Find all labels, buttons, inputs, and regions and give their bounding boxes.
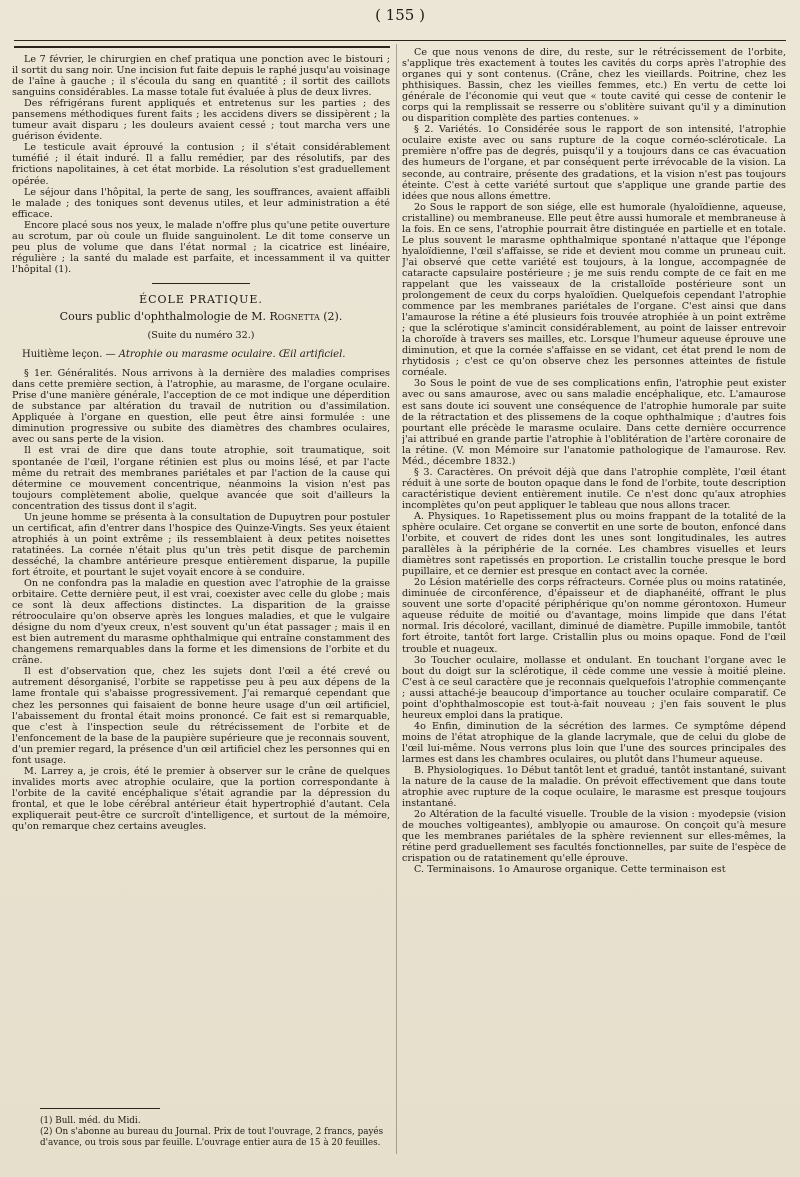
paragraph: Le séjour dans l'hôpital, la perte de sang, les souffrances, avaient affaibli le malade ; des toniques sont devenus utiles, et leur administration a été efficace. bbox=[12, 186, 390, 220]
footnote-rule bbox=[40, 1108, 160, 1109]
left-column bbox=[12, 54, 390, 1149]
lesson-heading bbox=[12, 349, 390, 360]
course-name: Rognetta bbox=[269, 309, 320, 323]
paragraph: A. Physiques. 1o Rapetissement plus ou moins frappant de la totalité de la sphère oculaire. Cet organe se convertit en une sorte de bouton, enfoncé dans l'orbite, et couvert de rides dont les unes sont longitudinales, les autres parallèles à la périphérie de la cornée. Les chambres visuelles et leurs diamètres sont rapetissés en proportion. Le cristallin touche presque le bord pupillaire, et ce dernier est presque en contact avec la cornée. bbox=[402, 510, 786, 578]
paragraph: Il est vrai de dire que dans toute atrophie, soit traumatique, soit spontanée de l'œil, l'organe rétinien est plus ou moins lésé, et par l'acte même du retrait des membranes pariétales et par l'action de la cause qui détermine ce mouvement concentrique, néanmoins la vision n'est pas toujours complètement abolie, quelque avancée que soit d'ailleurs la concentration des tissus dont il s'agit. bbox=[12, 445, 390, 512]
paragraph: M. Larrey a, je crois, été le premier à observer sur le crâne de quelques invalides morts avec atrophie oculaire, que la portion correspondante à l'orbite de la cavité encéphalique s'était agrandie par la dépression du frontal, et que le lobe cérébral antérieur était hypertrophié d'autant. Cela expliquerait peut-être ce surcroît d'intelligence, et surtout de la mémoire, qu'on remarque chez certains aveugles. bbox=[12, 765, 390, 833]
paragraph: § 2. Variétés. 1o Considérée sous le rapport de son intensité, l'atrophie oculaire existe avec ou sans rupture de la coque cornéo-scléroticale. La première n'offre pas de degrés, puisqu'il y a toujours dans ce cas évacuation des humeurs de l'organe, et par conséquent perte irrévocable de la vision. La seconde, au contraire, présente des gradations, et la vision n'est pas toujours éteinte. C'est à cette variété surtout que s'applique une grande partie des idées que nous allons émettre. bbox=[402, 124, 786, 202]
paragraph: 4o Enfin, diminution de la sécrétion des larmes. Ce symptôme dépend moins de l'état atrophique de la glande lacrymale, que de celui du globe de l'œil lui-même. Nous verrons plus loin que l'une des sources principales des larmes est dans les chambres oculaires, ou plutôt dans l'humeur aqueuse. bbox=[402, 720, 786, 765]
paragraph: Il est d'observation que, chez les sujets dont l'œil a été crevé ou autrement désorganisé, l'orbite se rappetisse peu à peu aux dépens de la lame frontale qui s'abaisse progressivement. J'ai remarqué cependant que chez les personnes qui faisaient de bonne heure usage d'un œil artificiel, l'abaissement du frontal était moins prononcé. Ce fait est si remarquable, que c'est à l'inspection seule du rétrécissement de l'orbite et de l'enfoncement de la base de la paupière supérieure que je reconnais souvent, d'un premier regard, la présence d'un œil artificiel chez les personnes qui en font usage. bbox=[12, 666, 390, 766]
paragraph: Le testicule avait éprouvé la contusion ; il s'était considérablement tuméfié ; il était induré. Il a fallu remédier, par des résolutifs, par des frictions napolitaines, à cet état morbide. La résolution s'est graduellement opérée. bbox=[12, 142, 390, 187]
lesson-label: Huitième leçon. — bbox=[22, 349, 116, 361]
paragraph: 3o Toucher oculaire, mollasse et ondulant. En touchant l'organe avec le bout du doigt sur la sclérotique, il cède comme une vessie à moitié pleine. C'est à ce seul caractère que je reconnais quelquefois l'atrophie commençante ; aussi attaché-je beaucoup d'importance au toucher oculaire comparatif. Ce point d'ophthalmoscopie est tout-à-fait nouveau ; j'en fais souvent le plus heureux emploi dans la pratique. bbox=[402, 654, 786, 721]
continuation-note: (Suite du numéro 32.) bbox=[147, 330, 255, 342]
paragraph: 2o Lésion matérielle des corps réfracteurs. Cornée plus ou moins ratatinée, diminuée de circonférence, d'épaisseur et de diaphanéité, offrant le plus souvent une sorte d'opacité périphérique qu'on nomme gérontoxon. Humeur aqueuse réduite de moitié ou d'avantage, moins limpide que dans l'état normal. Iris décoloré, vacillant, diminué de diamètre. Pupille immobile, tantôt fort étroite, tantôt fort large. Cristallin plus ou moins opaque. Fond de l'œil trouble et nuageux. bbox=[402, 577, 786, 655]
course-prefix: Cours public d'ophthalmologie de M. bbox=[59, 309, 267, 323]
footnote: (1) Bull. méd. du Midi. bbox=[40, 1116, 141, 1126]
column-divider bbox=[396, 44, 397, 1154]
footnote: (2) On s'abonne au bureau du Journal. Prix de tout l'ouvrage, 2 francs, payés d'avance, ou trois sous par feuille. L'ouvrage entier aura de 15 à 20 feuilles. bbox=[40, 1127, 384, 1148]
right-column bbox=[402, 47, 786, 1147]
paragraph: 3o Sous le point de vue de ses complications enfin, l'atrophie peut exister avec ou sans amaurose, avec ou sans maladie encéphalique, etc. L'amaurose est sans doute ici souvent une conséquence de l'atrophie humorale par suite de la rétractation et des plissemens de la coque ophthalmique ; d'autres fois pourtant elle précède le marasme oculaire. Dans cette dernière occurrence j'ai attribué en grande partie l'atrophie à l'oblitération de l'artère coronaire de la rétine. (V. mon Mémoire sur l'anatomie pathologique de l'amaurose. Rev. Méd., décembre 1832.) bbox=[402, 378, 786, 467]
intro-section bbox=[12, 54, 390, 275]
section-rule bbox=[152, 283, 250, 284]
paragraph: 2o Sous le rapport de son siége, elle est humorale (hyaloïdienne, aqueuse, cristalline) ou membraneuse. Elle peut être aussi humorale et membraneuse à la fois. En ce sens, l'atrophie pourrait être distinguée en partielle et en totale. Le plus souvent le marasme ophthalmique spontané n'attaque que l'éponge hyaloïdienne, l'œil s'affaisse, se ride et devient mou comme un pruneau cuit. J'ai observé que cette variété est toujours, à la longue, accompagnée de cataracte capsulaire postérieure ; je me suis rendu compte de ce fait en me rappelant que les vaisseaux de la cristalloïde postérieure sont un prolongement de ceux du corps hyaloïdien. Quelquefois cependant l'atrophie commence par les membranes pariétales de l'organe. C'est ainsi que dans l'amaurose la rétine a été plusieurs fois trouvée atrophiée à un point extrême ; que la sclérotique s'amincit considérablement, au point de laisser entrevoir la choroïde à travers ses mailles, etc. Lorsque l'humeur aqueuse éprouve une diminution, et que la cornée s'affaisse en se vidant, cet état prend le nom de rhytidosis ; c'est ce qu'on observe chez les personnes atteintes de fistule cornéale. bbox=[402, 201, 786, 379]
top-rule-left-double bbox=[14, 46, 390, 48]
paragraph: C. Terminaisons. 1o Amaurose organique. Cette terminaison est bbox=[414, 864, 726, 876]
course-heading bbox=[12, 311, 390, 322]
page-number: ( 155 ) bbox=[375, 6, 425, 24]
paragraph: B. Physiologiques. 1o Début tantôt lent et gradué, tantôt instantané, suivant la nature de la cause de la maladie. On prévoit effectivement que dans toute atrophie avec rupture de la coque oculaire, le marasme est presque toujours instantané. bbox=[402, 765, 786, 810]
paragraph: Encore placé sous nos yeux, le malade n'offre plus qu'une petite ouverture au scrotum, par où coule un fluide sanguinolent. Le dit tome conserve un peu plus de volume que dans l'état normal ; la cicatrice est linéaire, régulière ; la santé du malade est parfaite, et incessamment il va quitter l'hôpital (1). bbox=[12, 219, 390, 275]
school-title: ÉCOLE PRATIQUE. bbox=[139, 292, 263, 306]
paragraph: Des réfrigérans furent appliqués et entretenus sur les parties ; des pansemens méthodiques furent faits ; les accidens divers se dissipèrent ; la tumeur avait disparu ; les douleurs avaient cessé ; tout marcha vers une guérison évidente. bbox=[12, 98, 390, 143]
paragraph: 2o Altération de la faculté visuelle. Trouble de la vision : myodepsie (vision de mouches voltigeantes), amblyopie ou amaurose. On conçoit qu'à mesure que les membranes pariétales de la sphère reviennent sur elles-mêmes, la rétine perd graduellement ses facultés fonctionnelles, par suite de l'espèce de crispation ou de ratatinement qu'elle éprouve. bbox=[402, 809, 786, 865]
paragraph: § 1er. Généralités. Nous arrivons à la dernière des maladies comprises dans cette première section, à l'atrophie, au marasme, de l'organe oculaire. Prise d'une manière générale, l'acception de ce mot indique une déperdition de substance par altération du travail de nutrition ou d'assimilation. Appliquée à l'organe en question, elle peut être ainsi formulée : une diminution progressive ou subite des diamètres des chambres oculaires, avec ou sans perte de la vision. bbox=[12, 368, 390, 446]
paragraph: § 3. Caractères. On prévoit déjà que dans l'atrophie complète, l'œil étant réduit à une sorte de bouton opaque dans le fond de l'orbite, toute description caractéristique devient entièrement inutile. Ce n'est donc qu'aux atrophies incomplètes qu'on peut appliquer le tableau que nous allons tracer. bbox=[402, 466, 786, 511]
footnotes bbox=[40, 1116, 385, 1149]
lesson-title: Atrophie ou marasme oculaire. Œil artificiel. bbox=[118, 349, 346, 361]
paragraph: Un jeune homme se présenta à la consultation de Dupuytren pour postuler un certificat, afin d'entrer dans l'hospice des Quinze-Vingts. Ses yeux étaient atrophiés à un point extrême ; ils ressemblaient à deux petites noisettes ratatinées. La cornée n'était plus qu'un très petit disque de parchemin desséché, la chambre antérieure presque entièrement disparue, la pupille fort étroite, et pourtant le sujet voyait encore à se conduire. bbox=[12, 511, 390, 578]
paragraph: On ne confondra pas la maladie en question avec l'atrophie de la graisse orbitaire. Cette dernière peut, il est vrai, coexister avec celle du globe ; mais ce sont là deux affections distinctes. La disparition de la graisse rétrooculaire qu'on observe après les longues maladies, et que le vulgaire désigne du nom d'yeux creux, n'est souvent qu'un état passager ; mais il en est bien autrement du marasme ophthalmique qui entraîne constamment des changemens remarquables dans la forme et les dimensions de l'orbite et du crâne. bbox=[12, 578, 390, 667]
paragraph: Le 7 février, le chirurgien en chef pratiqua une ponction avec le bistouri ; il sortit du sang noir. Une incision fut faite depuis le raphé jusqu'au voisinage de l'aîne à gauche ; il s'écoula du sang en quantité ; il sortit des caillots sanguins considérables. La masse totale fut évaluée à plus de deux livres. bbox=[12, 54, 390, 99]
course-suffix: (2). bbox=[323, 309, 343, 323]
paragraph: Ce que nous venons de dire, du reste, sur le rétrécissement de l'orbite, s'applique très exactement à toutes les cavités du corps après l'atrophie des organes qui y sont contenus. (Crâne, chez les vieillards. Poitrine, chez les phthisiques. Bassin, chez les vieilles femmes, etc.) En vertu de cette loi générale de l'économie qui veut que « toute cavité qui cesse de contenir le corps qui la remplissait se resserre ou s'oblitère suivant qu'il y a diminution ou disparition complète des parties contenues. » bbox=[402, 47, 786, 125]
body-section bbox=[12, 368, 390, 832]
top-rule bbox=[14, 40, 786, 41]
